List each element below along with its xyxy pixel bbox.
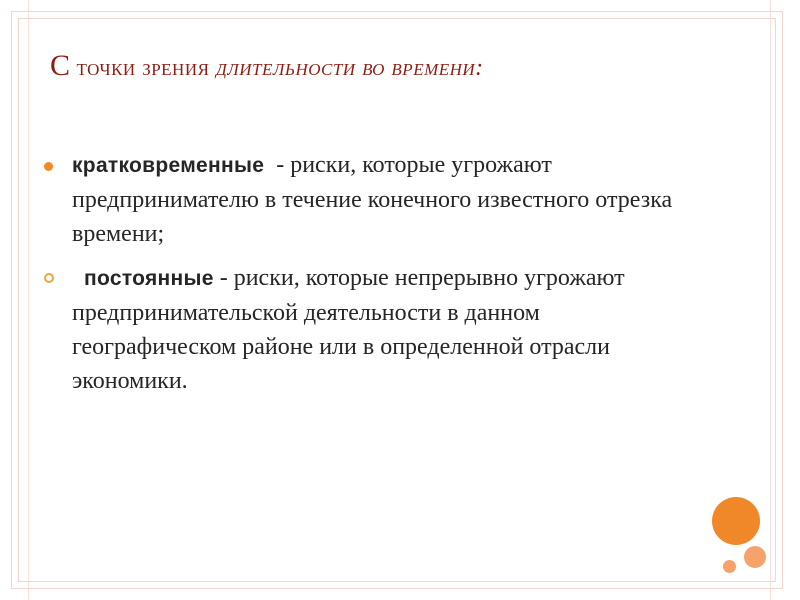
title-caps: точки зрения bbox=[76, 55, 210, 81]
decor-circle-large bbox=[712, 497, 760, 545]
decor-circle-medium bbox=[744, 546, 766, 568]
bullet-text: - риски, которые непрерывно угрожают предпринимательской деятельности в данном географическом районе или в определенной отрасли экономики. bbox=[72, 265, 631, 394]
slide-title bbox=[50, 48, 750, 86]
bullet-term: постоянные bbox=[84, 267, 214, 290]
list-item bbox=[42, 261, 682, 398]
list-item bbox=[42, 148, 682, 251]
bullet-text: - риски, которые угрожают предпринимателю в течение конечного известного отрезка времени; bbox=[72, 152, 679, 247]
decor-circle-small bbox=[723, 560, 736, 573]
title-italic: длительности во времени: bbox=[215, 55, 484, 81]
bullet-term: кратковременные bbox=[72, 154, 265, 177]
title-lead: С bbox=[50, 49, 71, 82]
bullet-list bbox=[42, 148, 682, 408]
bullet-dot-icon bbox=[44, 162, 53, 171]
bullet-circle-icon bbox=[44, 273, 54, 283]
